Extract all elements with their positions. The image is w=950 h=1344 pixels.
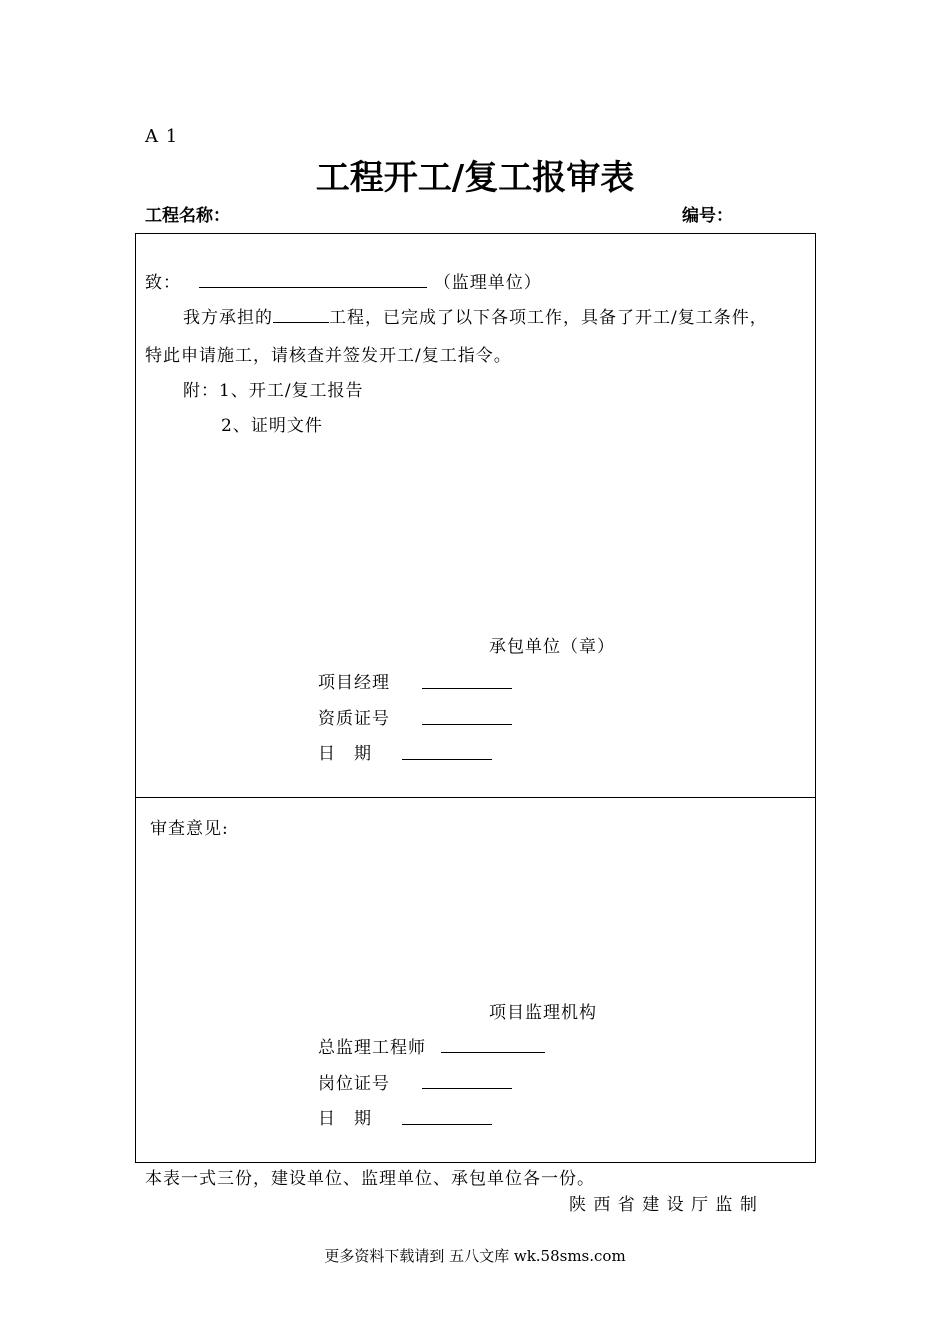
review-opinion-label: 审查意见:: [150, 819, 229, 839]
supervision-unit-field[interactable]: [199, 269, 427, 288]
application-date-field[interactable]: [402, 741, 492, 760]
chief-engineer-label: 总监理工程师: [318, 1038, 426, 1058]
contractor-seal-label: 承包单位（章）: [489, 637, 615, 657]
project-manager-field[interactable]: [422, 670, 512, 689]
footer-text: 更多资料下载请到 五八文库 wk.58sms.com: [324, 1247, 626, 1265]
number-label: 编号：: [682, 206, 733, 226]
copies-note: 本表一式三份，建设单位、监理单位、承包单位各一份。: [145, 1169, 595, 1189]
body-line-1: [183, 303, 768, 328]
review-date-label: 日 期: [318, 1109, 372, 1129]
qualification-no-field[interactable]: [422, 706, 512, 725]
form-table: [135, 233, 816, 1163]
section-divider: [135, 797, 816, 798]
body-part-1: 我方承担的: [183, 308, 273, 328]
supervision-org-label: 项目监理机构: [489, 1003, 597, 1023]
chief-engineer-field[interactable]: [441, 1034, 545, 1053]
attachment-1: 附：1、开工/复工报告: [183, 381, 364, 401]
post-cert-no-field[interactable]: [422, 1070, 512, 1089]
body-part-2: 工程，已完成了以下各项工作，具备了开工/复工条件，: [329, 308, 768, 328]
post-cert-no-label: 岗位证号: [318, 1074, 390, 1094]
form-code: A 1: [145, 126, 179, 147]
review-date-field[interactable]: [402, 1106, 492, 1125]
to-suffix: （监理单位）: [433, 273, 542, 293]
to-label: 致：: [145, 273, 181, 293]
application-date-label: 日 期: [318, 744, 372, 764]
issuer-note: 陕 西 省 建 设 厅 监 制: [569, 1195, 758, 1215]
page-title: 工程开工/复工报审表: [315, 158, 635, 198]
project-name-label: 工程名称：: [145, 206, 230, 226]
body-line-2: 特此申请施工，请核查并签发开工/复工指令。: [145, 346, 512, 366]
project-manager-label: 项目经理: [318, 673, 390, 693]
attachment-2: 2、证明文件: [221, 416, 323, 436]
to-row: [145, 268, 542, 293]
project-field[interactable]: [273, 304, 329, 323]
qualification-no-label: 资质证号: [318, 709, 390, 729]
